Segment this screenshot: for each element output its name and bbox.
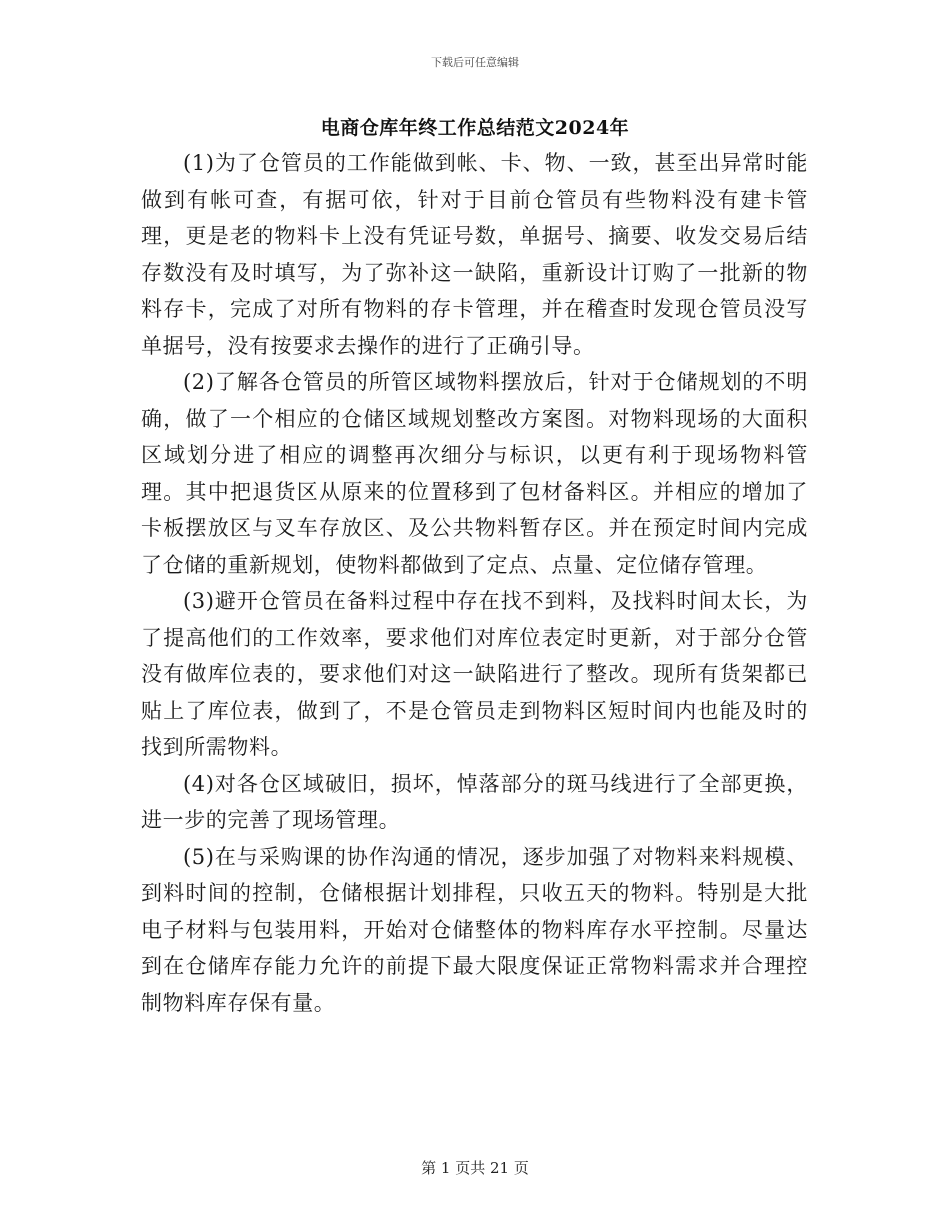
- paragraph-2: (2)了解各仓管员的所管区域物料摆放后，针对于仓储规划的不明确，做了一个相应的仓储区域规划整改方案图。对物料现场的大面积区域划分进了相应的调整再次细分与标识，以更有利于现场物料管理。其中把退货区从原来的位置移到了包材备料区。并相应的增加了卡板摆放区与叉车存放区、及公共物料暂存区。并在预定时间内完成了仓储的重新规划，使物料都做到了定点、点量、定位储存管理。: [141, 370, 808, 577]
- paragraph-3: (3)避开仓管员在备料过程中存在找不到料，及找料时间太长，为了提高他们的工作效率，要求他们对库位表定时更新，对于部分仓管没有做库位表的，要求他们对这一缺陷进行了整改。现所有货架都已贴上了库位表，做到了，不是仓管员走到物料区短时间内也能及时的找到所需物料。: [141, 589, 808, 759]
- header-note: 下载后可任意编辑: [431, 56, 519, 69]
- document-title: 电商仓库年终工作总结范文2024年: [320, 117, 630, 139]
- paragraph-4: (4)对各仓区域破旧，损坏，悼落部分的斑马线进行了全部更换，进一步的完善了现场管理。: [141, 771, 808, 832]
- paragraph-1: (1)为了仓管员的工作能做到帐、卡、物、一致，甚至出异常时能做到有帐可查，有据可依，针对于目前仓管员有些物料没有建卡管理，更是老的物料卡上没有凭证号数，单据号、摘要、收发交易后结存数没有及时填写，为了弥补这一缺陷，重新设计订购了一批新的物料存卡，完成了对所有物料的存卡管理，并在稽查时发现仓管员没写单据号，没有按要求去操作的进行了正确引导。: [141, 151, 808, 358]
- document-body: [141, 145, 808, 1021]
- paragraph-5: (5)在与采购课的协作沟通的情况，逐步加强了对物料来料规模、到料时间的控制，仓储根据计划排程，只收五天的物料。特别是大批电子材料与包装用料，开始对仓储整体的物料库存水平控制。尽量达到在仓储库存能力允许的前提下最大限度保证正常物料需求并合理控制物料库存保有量。: [141, 844, 808, 1015]
- page-footer: 第 1 页共 21 页: [421, 1159, 529, 1177]
